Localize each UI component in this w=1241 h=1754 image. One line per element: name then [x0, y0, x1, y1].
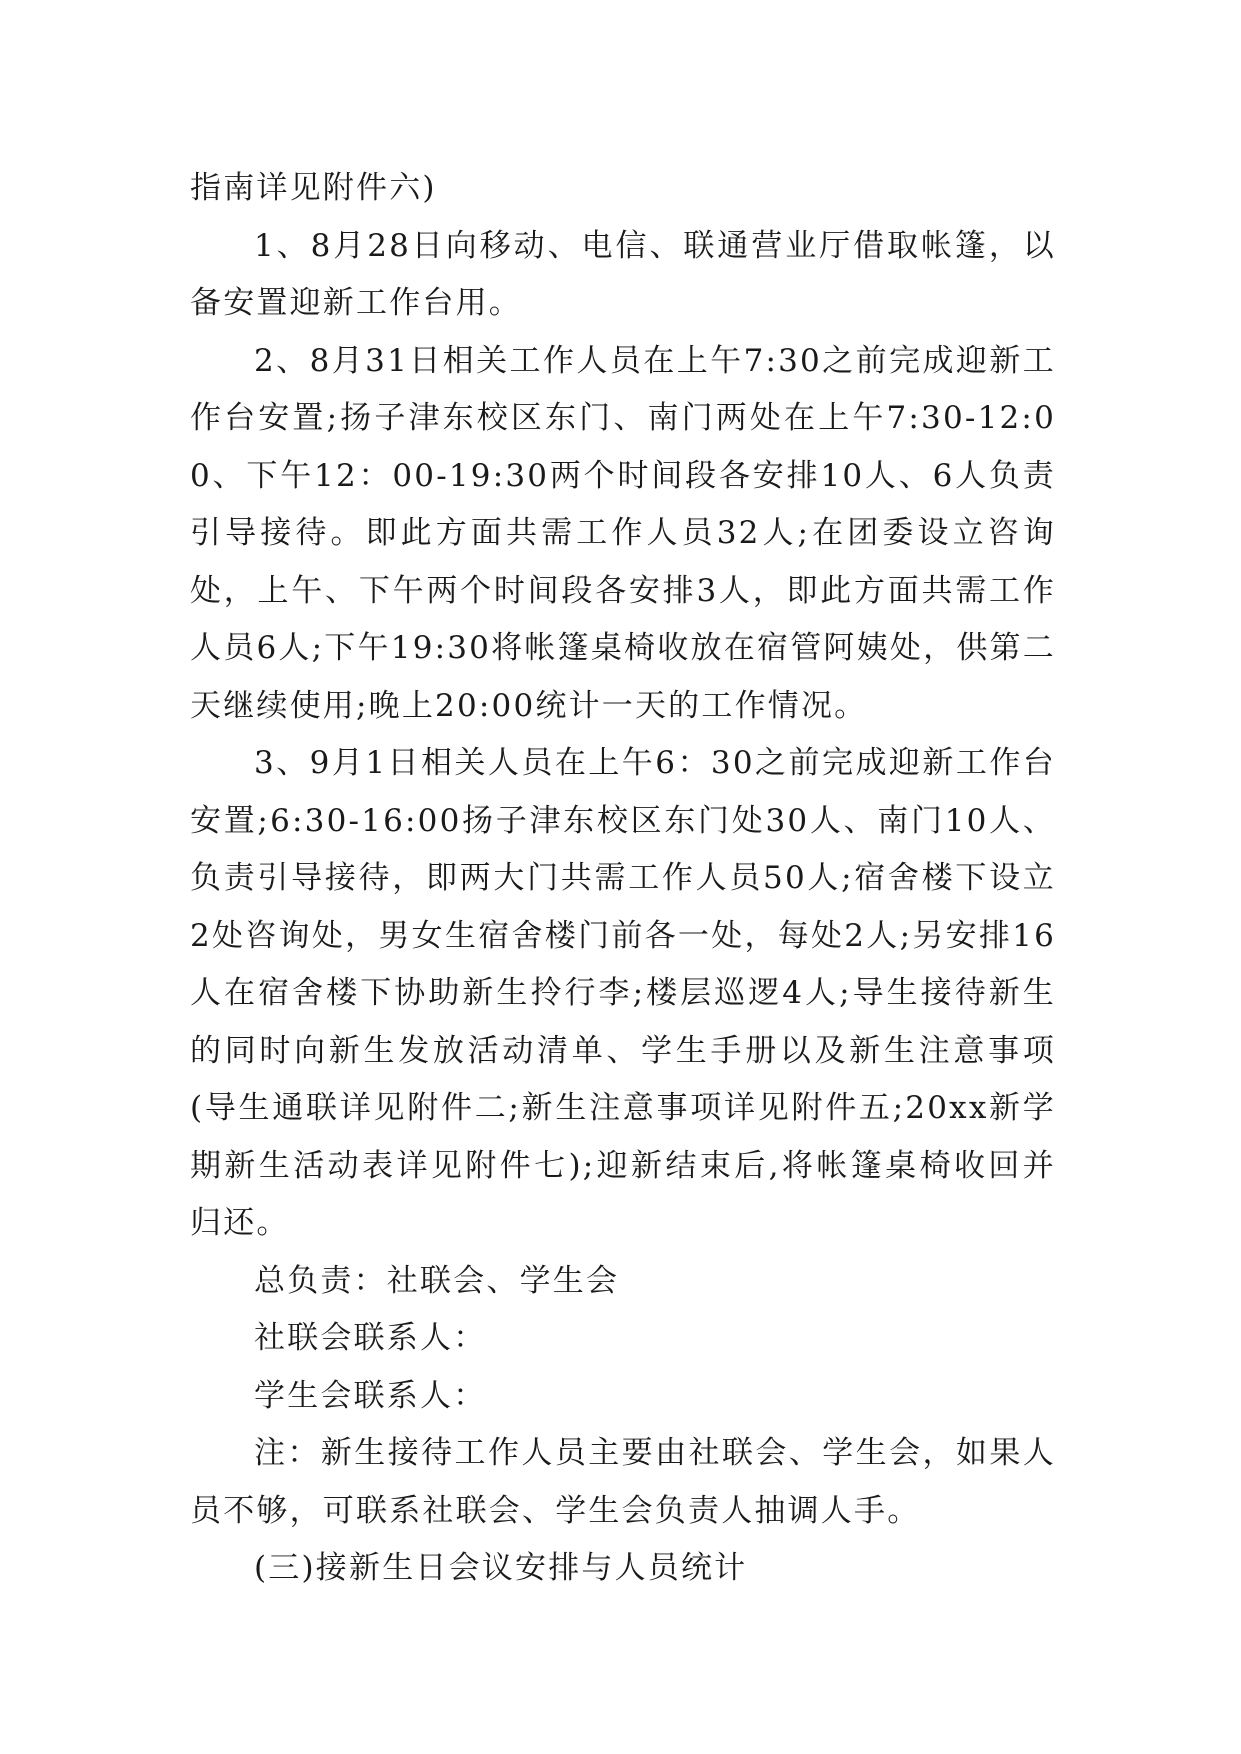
document-body	[190, 160, 1056, 1598]
paragraph-item-2: 2、8月31日相关工作人员在上午7:30之前完成迎新工作台安置;扬子津东校区东门、南门两处在上午7:30-12:00、下午12：00-19:30两个时间段各安排10人、6人负责引导接待。即此方面共需工作人员32人;在团委设立咨询处，上午、下午两个时间段各安排3人，即此方面共需工作人员6人;下午19:30将帐篷桌椅收放在宿管阿姨处，供第二天继续使用;晚上20:00统计一天的工作情况。	[190, 342, 1056, 724]
paragraph-note: 注：新生接待工作人员主要由社联会、学生会，如果人员不够，可联系社联会、学生会负责人抽调人手。	[190, 1435, 1056, 1529]
paragraph-continuation: 指南详见附件六)	[190, 170, 437, 206]
section-heading: (三)接新生日会议安排与人员统计	[254, 1550, 748, 1586]
paragraph-general-responsible: 总负责：社联会、学生会	[254, 1262, 620, 1299]
paragraph-item-1: 1、8月28日向移动、电信、联通营业厅借取帐篷，以备安置迎新工作台用。	[190, 227, 1056, 321]
paragraph-club-contact: 社联会联系人：	[254, 1320, 487, 1356]
paragraph-student-union-contact: 学生会联系人：	[254, 1377, 487, 1414]
paragraph-item-3: 3、9月1日相关人员在上午6：30之前完成迎新工作台安置;6:30-16:00扬子津东校区东门处30人、南门10人、负责引导接待，即两大门共需工作人员50人;宿舍楼下设立2处咨询处，男女生宿舍楼门前各一处，每处2人;另安排16人在宿舍楼下协助新生拎行李;楼层巡逻4人;导生接待新生的同时向新生发放活动清单、学生手册以及新生注意事项(导生通联详见附件二;新生注意事项详见附件五;20xx新学期新生活动表详见附件七);迎新结束后,将帐篷桌椅收回并归还。	[190, 745, 1056, 1241]
